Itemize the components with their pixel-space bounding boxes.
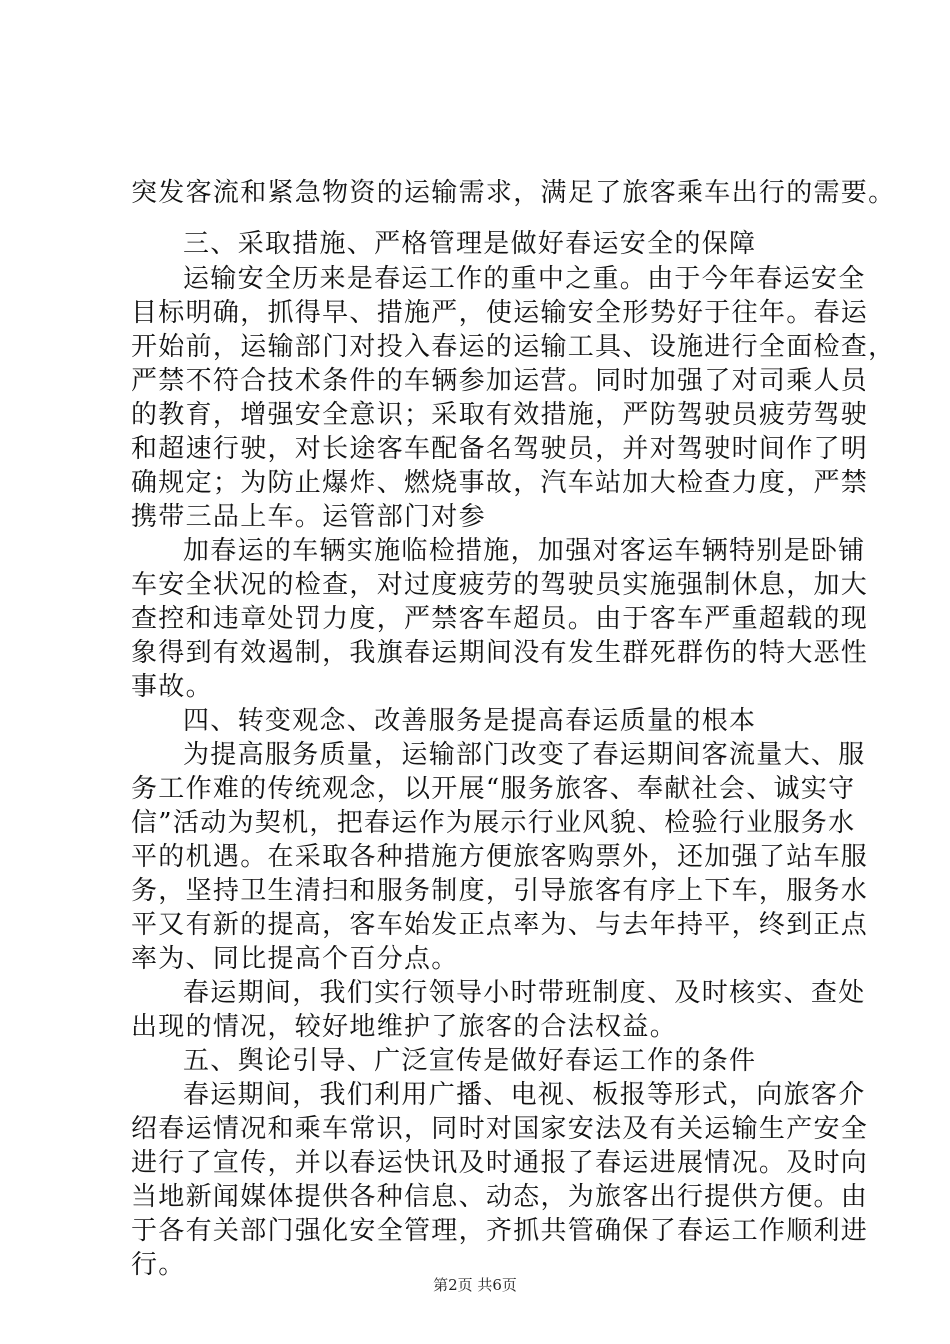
paragraph-line: 信”活动为契机，把春运作为展示行业风貌、检验行业服务水 xyxy=(131,808,856,838)
paragraph-line: 务，坚持卫生清扫和服务制度，引导旅客有序上下车，服务水 xyxy=(131,876,869,906)
paragraph-line: 为提高服务质量，运输部门改变了春运期间客流量大、服 xyxy=(183,740,866,770)
paragraph-line: 的教育，增强安全意识；采取有效措施，严防驾驶员疲劳驾驶 xyxy=(131,400,869,430)
paragraph-line: 加春运的车辆实施临检措施，加强对客运车辆特别是卧铺 xyxy=(183,536,866,566)
paragraph-line: 春运期间，我们实行领导小时带班制度、及时核实、查处 xyxy=(183,978,866,1008)
paragraph-line: 进行了宣传，并以春运快讯及时通报了春运进展情况。及时向 xyxy=(131,1148,869,1178)
paragraph-line: 确规定；为防止爆炸、燃烧事故，汽车站加大检查力度，严禁 xyxy=(131,468,869,498)
paragraph-line: 平的机遇。在采取各种措施方便旅客购票外，还加强了站车服 xyxy=(131,842,869,872)
paragraph-line: 行。 xyxy=(131,1250,186,1280)
paragraph-line: 出现的情况，较好地维护了旅客的合法权益。 xyxy=(131,1012,678,1042)
paragraph-line: 春运期间，我们利用广播、电视、板报等形式，向旅客介 xyxy=(183,1080,866,1110)
paragraph-line: 象得到有效遏制，我旗春运期间没有发生群死群伤的特大恶性 xyxy=(131,638,869,668)
paragraph-line: 绍春运情况和乘车常识，同时对国家安法及有关运输生产安全 xyxy=(131,1114,869,1144)
section-heading: 五、舆论引导、广泛宣传是做好春运工作的条件 xyxy=(183,1046,757,1076)
paragraph-line: 携带三品上车。运管部门对参 xyxy=(131,502,486,532)
section-heading: 四、转变观念、改善服务是提高春运质量的根本 xyxy=(183,706,757,736)
paragraph-line: 率为、同比提高个百分点。 xyxy=(131,944,459,974)
paragraph-line: 查控和违章处罚力度，严禁客车超员。由于客车严重超载的现 xyxy=(131,604,869,634)
paragraph-line: 突发客流和紧急物资的运输需求，满足了旅客乘车出行的需要。 xyxy=(131,178,896,208)
paragraph-line: 运输安全历来是春运工作的重中之重。由于今年春运安全 xyxy=(183,264,866,294)
section-heading: 三、采取措施、严格管理是做好春运安全的保障 xyxy=(183,229,757,259)
paragraph-line: 当地新闻媒体提供各种信息、动态，为旅客出行提供方便。由 xyxy=(131,1182,869,1212)
paragraph-line: 事故。 xyxy=(131,672,213,702)
paragraph-line: 于各有关部门强化安全管理，齐抓共管确保了春运工作顺利进 xyxy=(131,1216,869,1246)
paragraph-line: 务工作难的传统观念，以开展“服务旅客、奉献社会、诚实守 xyxy=(131,774,856,804)
paragraph-line: 车安全状况的检查，对过度疲劳的驾驶员实施强制休息，加大 xyxy=(131,570,869,600)
paragraph-line: 严禁不符合技术条件的车辆参加运营。同时加强了对司乘人员 xyxy=(131,366,869,396)
paragraph-line: 平又有新的提高，客车始发正点率为、与去年持平，终到正点 xyxy=(131,910,869,940)
paragraph-line: 开始前，运输部门对投入春运的运输工具、设施进行全面检查， xyxy=(131,332,896,362)
paragraph-line: 和超速行驶，对长途客车配备名驾驶员，并对驾驶时间作了明 xyxy=(131,434,869,464)
page-number-footer: 第2页 共6页 xyxy=(433,1276,517,1294)
paragraph-line: 目标明确，抓得早、措施严，使运输安全形势好于往年。春运 xyxy=(131,298,869,328)
